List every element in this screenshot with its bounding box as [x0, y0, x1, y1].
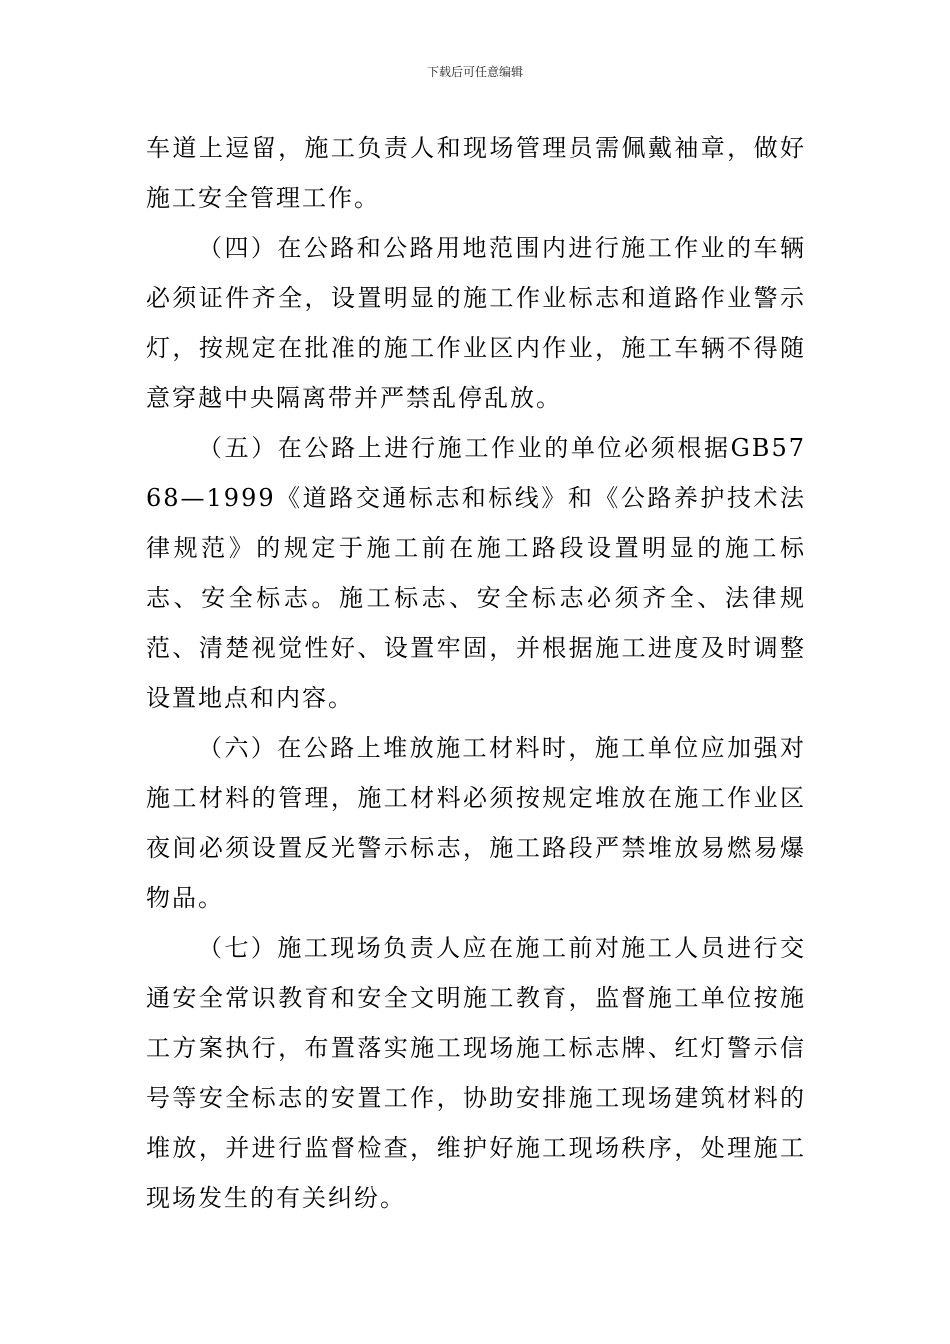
document-body [146, 123, 806, 1223]
paragraph-2: （四）在公路和公路用地范围内进行施工作业的车辆必须证件齐全，设置明显的施工作业标志和道路作业警示灯，按规定在批准的施工作业区内作业，施工车辆不得随意穿越中央隔离带并严禁乱停乱放。 [146, 234, 806, 412]
paragraph-5: （七）施工现场负责人应在施工前对施工人员进行交通安全常识教育和安全文明施工教育，监督施工单位按施工方案执行，布置落实施工现场施工标志牌、红灯警示信号等安全标志的安置工作，协助安排施工现场建筑材料的堆放，并进行监督检查，维护好施工现场秩序，处理施工现场发生的有关纠纷。 [146, 934, 806, 1212]
paragraph-4: （六）在公路上堆放施工材料时，施工单位应加强对施工材料的管理，施工材料必须按规定堆放在施工作业区夜间必须设置反光警示标志，施工路段严禁堆放易燃易爆物品。 [146, 734, 806, 912]
paragraph-1: 车道上逗留，施工负责人和现场管理员需佩戴袖章，做好施工安全管理工作。 [146, 134, 806, 212]
paragraph-3: （五）在公路上进行施工作业的单位必须根据GB5768—1999《道路交通标志和标线》和《公路养护技术法律规范》的规定于施工前在施工路段设置明显的施工标志、安全标志。施工标志、安全标志必须齐全、法律规范、清楚视觉性好、设置牢固，并根据施工进度及时调整设置地点和内容。 [146, 434, 806, 712]
header-note: 下载后可任意编辑 [426, 65, 523, 79]
